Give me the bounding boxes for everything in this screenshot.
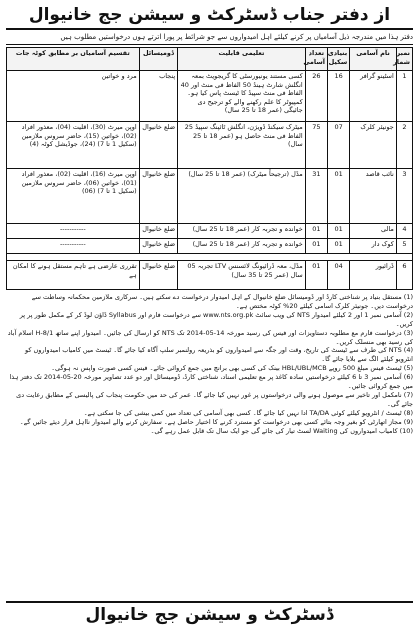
count-cell: 26: [305, 71, 327, 122]
qualification-cell: خواندہ و تجربہ کار (عمر 18 تا 25 سال): [178, 239, 306, 254]
post-cell: کوک دار: [350, 239, 397, 254]
domicile-cell: ضلع خانیوال: [139, 224, 177, 239]
intro-text: دفتر ہذا میں مندرجہ ذیل آسامیاں پر کرنے کیلئے اہل امیدواروں سے جو شرائط پر پورا اترتے ہوں درخواستیں مطلوب ہیں: [6, 32, 413, 45]
table-row: [7, 122, 413, 169]
note-item: (2) آسامی نمبر 1 اور 2 کیلئے امیدوار NTS کی ویب سائٹ www.nts.org.pk سے درخواست فارم اور Syllabus ڈاؤن لوڈ کر کے مکمل طور پر پر کریں۔: [19, 310, 413, 328]
quota-cell: تقرری عارضی ہے تاہم مستقل ہونے کا امکان ہے: [7, 261, 140, 290]
note-item: (1) مستقل بنیاد پر شناختی کارڈ اور ڈومیسائل ضلع خانیوال کے اہل امیدوار درخواست دے سکتے ہیں۔ سرکاری ملازمین محکمانہ وساطت سے درخواست دیں۔ جونیئر کلرک اسامی کیلئے 20% کوٹہ مختص ہے۔: [31, 293, 413, 310]
table-row: [7, 169, 413, 224]
post-cell: نائب قاصد: [350, 169, 397, 224]
count-cell: 75: [305, 122, 327, 169]
serial-cell: 3: [396, 169, 412, 224]
table-divider: [7, 254, 413, 261]
qualification-cell: مڈل، معہ ڈرائیونگ لائسنس LTV تجربہ 05 سال (عمر 25 تا 35 سال): [178, 261, 306, 290]
count-cell: 31: [305, 169, 327, 224]
post-cell: ڈرائیور: [350, 261, 397, 290]
quota-cell: اوپن میرٹ (16)، اقلیت (02)، معذور افراد (01)، خواتین (06)، حاضر سروس ملازمین (سکیل 1 تا 7) (06): [7, 169, 140, 224]
note-item: (5) ٹیسٹ فیس مبلغ 500 روپے HBL/UBL/MCB بینک کی کسی بھی برانچ میں جمع کروائی جائے۔ فیس کسی صورت واپس نہ ہوگی۔: [51, 364, 413, 373]
instructions-section: [6, 293, 413, 541]
serial-cell: 1: [396, 71, 412, 122]
post-cell: جونیئر کلرک: [350, 122, 397, 169]
header-scale: بنیادی سکیل: [327, 48, 349, 71]
note-item: (8) ٹیسٹ / انٹرویو کیلئے کوئی TA/DA ادا نہیں کیا جائے گا۔ کسی بھی آسامی کی تعداد میں کمی بیشی کی جا سکتی ہے۔: [83, 408, 413, 417]
header-post: نام آسامی: [350, 48, 397, 71]
vacancies-table: [6, 47, 413, 290]
page-title: از دفتر جناب ڈسٹرکٹ و سیشن جج خانیوال: [6, 4, 413, 30]
serial-cell: 4: [396, 224, 412, 239]
note-item: (3) درخواست فارم مع مطلوبہ دستاویزات اور فیس کی رسید مورخہ 14-05-2014 تک NTS کو ارسال کی جائیں۔ امیدوار اپنے ساتھ H-8/1 اسلام آباد کی رسید بھی منسلک کریں۔: [7, 328, 413, 346]
header-qualification: تعلیمی قابلیت: [178, 48, 306, 71]
note-item: (7) نامکمل اور تاخیر سے موصول ہونے والی درخواستوں پر غور نہیں کیا جائے گا۔ عمر کی حد میں حکومت پنجاب کی پالیسی کے مطابق رعایت دی جائے گی۔: [16, 390, 413, 408]
table-header-row: [7, 48, 413, 71]
scale-cell: 04: [327, 261, 349, 290]
header-quota: تقسیم آسامیاں بر مطابق کوٹہ جات: [7, 48, 140, 71]
scale-cell: 07: [327, 122, 349, 169]
post-cell: مالی: [350, 224, 397, 239]
header-count: تعداد آسامی: [305, 48, 327, 71]
scale-cell: 01: [327, 169, 349, 224]
count-cell: 01: [305, 261, 327, 290]
scale-cell: 16: [327, 71, 349, 122]
quota-cell: مرد و خواتین: [7, 71, 140, 122]
post-cell: اسٹینو گرافر: [350, 71, 397, 122]
domicile-cell: ضلع خانیوال: [139, 169, 177, 224]
serial-cell: 6: [396, 261, 412, 290]
qualification-cell: مڈل (ترجیحاً میٹرک) (عمر 18 تا 25 سال): [178, 169, 306, 224]
table-row: [7, 239, 413, 254]
serial-cell: 2: [396, 122, 412, 169]
divider-cell: [7, 254, 413, 261]
table-row: [7, 71, 413, 122]
scale-cell: 01: [327, 239, 349, 254]
table-row: [7, 261, 413, 290]
count-cell: 01: [305, 239, 327, 254]
qualification-cell: خواندہ و تجربہ کار (عمر 18 تا 25 سال): [178, 224, 306, 239]
table-row: [7, 224, 413, 239]
serial-cell: 5: [396, 239, 412, 254]
scale-cell: 01: [327, 224, 349, 239]
note-item: (6) آسامی نمبر 3 تا 6 کیلئے درخواستیں سادہ کاغذ پر مع تعلیمی اسناد، شناختی کارڈ، ڈومیسائل اور دو عدد تصاویر مورخہ 20-05-2014 تک دفتر ہذا میں جمع کروائی جائیں۔: [9, 373, 413, 391]
quota-cell: -----------: [7, 239, 140, 254]
note-item: (10) کامیاب امیدواروں کی Waiting لسٹ تیار کی جائے گی جو ایک سال تک قابل عمل رہے گی۔: [150, 426, 413, 435]
quota-cell: اوپن میرٹ (30)، اقلیت (04)، معذور افراد (02)، خواتین (15)، حاضر سروس ملازمین (سکیل 1 تا 7) (24)، جوڈیشل کوٹہ (4): [7, 122, 140, 169]
domicile-cell: ضلع خانیوال: [139, 122, 177, 169]
header-domicile: ڈومیسائل: [139, 48, 177, 71]
header-serial: نمبر شمار: [396, 48, 412, 71]
issuer-signature: ڈسٹرکٹ و سیشن جج خانیوال: [6, 601, 413, 627]
quota-cell: -----------: [7, 224, 140, 239]
qualification-cell: میٹرک سیکنڈ ڈویژن، انگلش ٹائپنگ سپیڈ 25 الفاظ فی منٹ حاصل ہو (عمر 18 تا 25 سال): [178, 122, 306, 169]
count-cell: 01: [305, 224, 327, 239]
qualification-cell: کسی مستند یونیورسٹی کا گریجویٹ بمعہ انگلش شارٹ ہینڈ 50 الفاظ فی منٹ اور 40 الفاظ فی منٹ سپیڈ کا ٹیسٹ پاس کیا ہو۔ کمپیوٹر کا علم رکھنے والے کو ترجیح دی جائیگی (عمر 18 تا 25 سال): [178, 71, 306, 122]
domicile-cell: ضلع خانیوال: [139, 239, 177, 254]
domicile-cell: پنجاب: [139, 71, 177, 122]
domicile-cell: ضلع خانیوال: [139, 261, 177, 290]
note-item: (4) NTS کی طرف سے ٹیسٹ کی تاریخ، وقت اور جگہ سے امیدواروں کو بذریعہ رولنمبر سلپ آگاہ کیا جائے گا۔ ٹیسٹ میں کامیاب امیدواروں کو انٹرویو کیلئے الگ سے بلایا جائے گا۔: [24, 346, 413, 364]
note-item: (9) مجاز اتھارٹی کو بغیر وجہ بتائے کسی بھی درخواست کو مسترد کرنے کا اختیار حاصل ہے۔ سفارش کرنے والے امیدوار نااہل قرار دیئے جائیں گے۔: [19, 417, 413, 426]
